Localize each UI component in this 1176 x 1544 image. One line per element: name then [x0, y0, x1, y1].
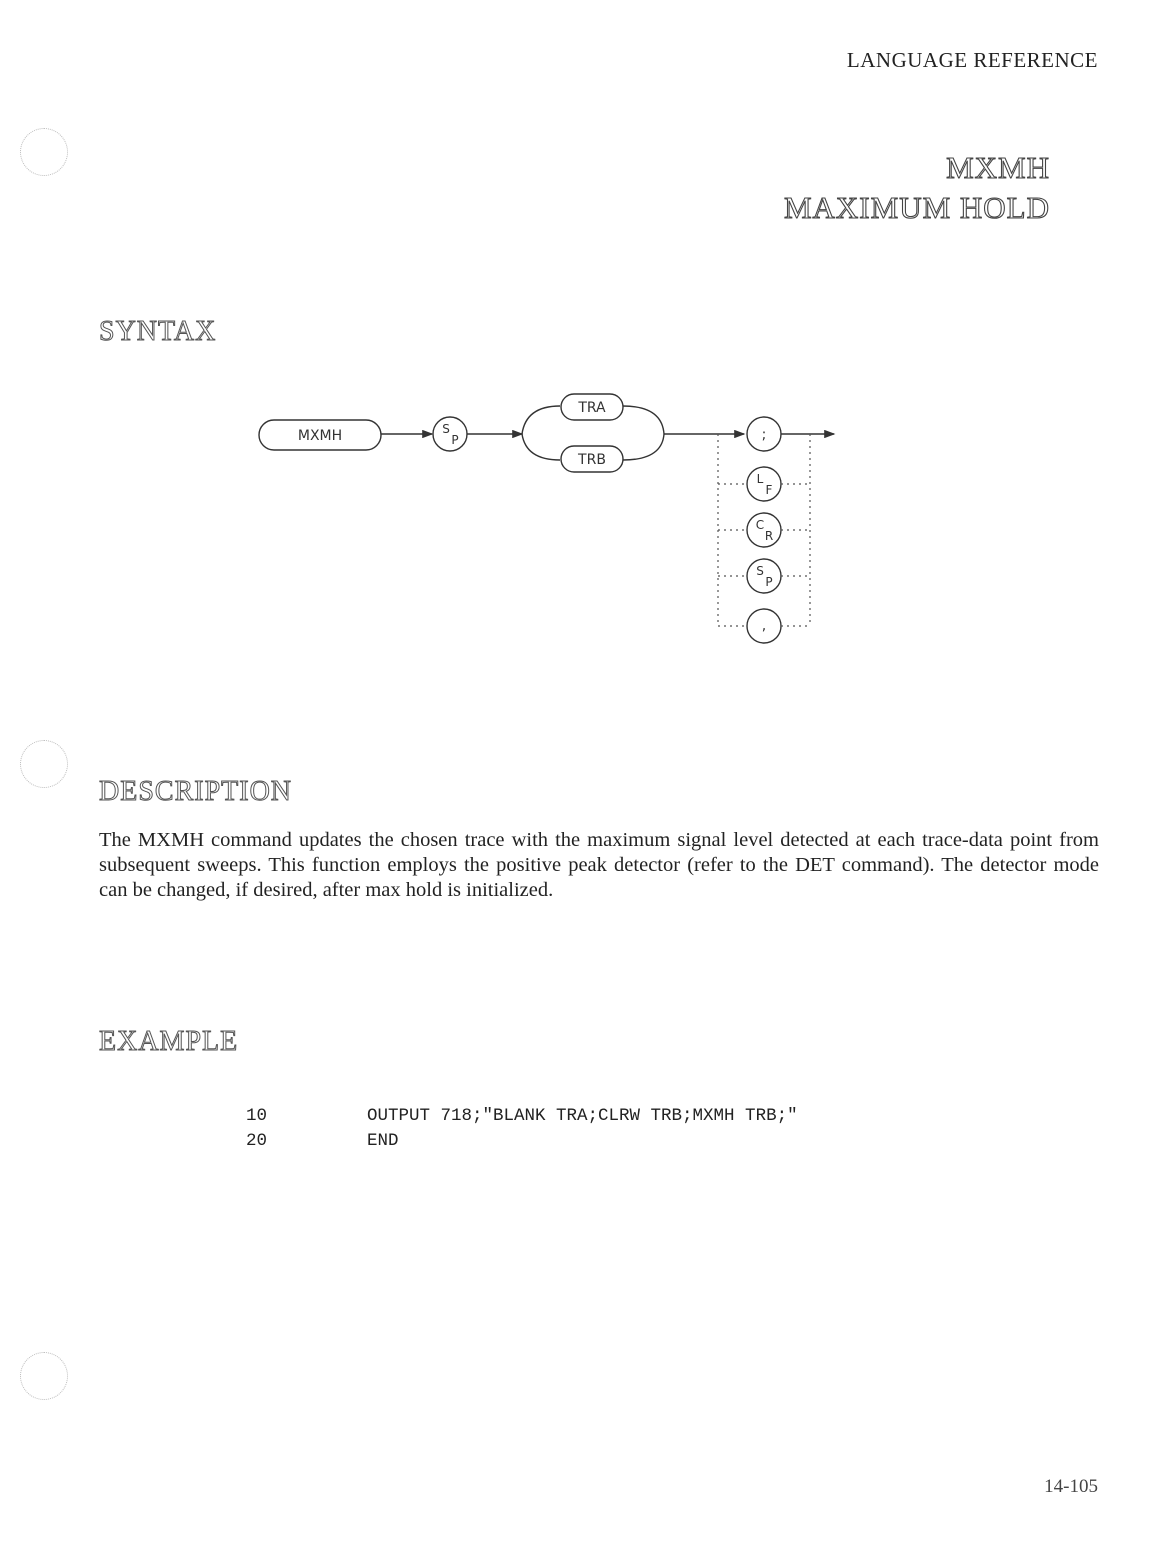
command-box-label: MXMH: [297, 428, 343, 444]
line-code: END: [367, 1131, 399, 1151]
terminator-sp-top: S: [756, 564, 764, 578]
terminator-lf-circle: [747, 467, 781, 501]
option-trb-label: TRB: [578, 452, 606, 468]
line-code: OUTPUT 718;"BLANK TRA;CLRW TRB;MXMH TRB;": [367, 1106, 798, 1126]
syntax-heading: SYNTAX: [99, 316, 217, 347]
command-name: MAXIMUM HOLD: [783, 190, 1050, 225]
syntax-diagram: [0, 0, 1176, 700]
binder-hole-bottom: [20, 1352, 68, 1400]
terminator-lf-top: L: [756, 472, 764, 486]
command-mnemonic: MXMH: [946, 150, 1050, 185]
description-heading: DESCRIPTION: [99, 776, 293, 807]
code-line: [246, 1129, 798, 1154]
line-number: 20: [246, 1131, 268, 1151]
terminator-comma-label: ,: [761, 618, 767, 634]
line-number: 10: [246, 1106, 268, 1126]
separator-circle: [433, 417, 467, 451]
code-line: [246, 1104, 798, 1129]
terminator-cr-bottom: R: [764, 529, 774, 543]
example-code: [246, 1104, 798, 1154]
terminator-semicolon-label: ;: [761, 427, 767, 443]
terminator-cr-top: C: [755, 518, 765, 532]
description-text: The MXMH command updates the chosen trace with the maximum signal level detected at each trace-data point from subsequent sweeps. This function employs the positive peak detector (refer to the DET command). The detector mode can be changed, if desired, after max hold is initialized.: [99, 829, 1099, 901]
terminator-lf-bottom: F: [765, 483, 773, 497]
binder-hole-middle: [20, 740, 68, 788]
example-heading: EXAMPLE: [99, 1026, 239, 1057]
terminator-sp-circle: [747, 559, 781, 593]
terminator-sp-bottom: P: [765, 575, 773, 589]
option-tra-label: TRA: [578, 400, 606, 416]
separator-bottom-letter: P: [451, 433, 459, 447]
separator-top-letter: S: [442, 422, 450, 436]
page-number: 14-105: [1044, 1476, 1098, 1497]
section-header: LANGUAGE REFERENCE: [846, 48, 1098, 72]
